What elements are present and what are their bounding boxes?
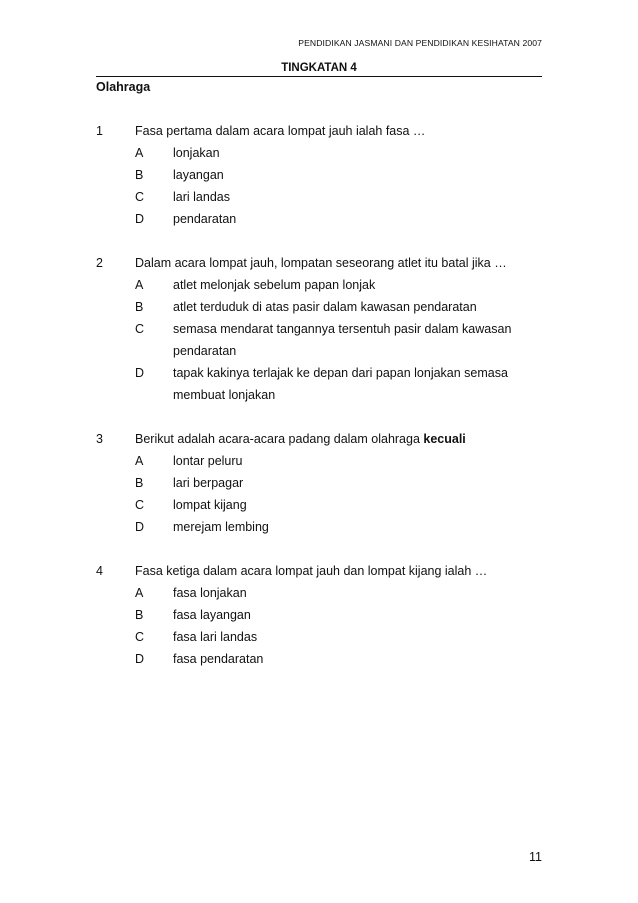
option-text: lompat kijang [173, 498, 247, 512]
option-letter: B [135, 300, 144, 314]
option-text: layangan [173, 168, 224, 182]
option-d [96, 208, 542, 230]
option-letter: D [135, 652, 145, 666]
option-letter: A [135, 586, 144, 600]
question-list [96, 120, 542, 692]
option-letter: A [135, 454, 144, 468]
option-letter: A [135, 146, 144, 160]
question-number: 3 [96, 432, 103, 446]
option-letter: B [135, 476, 144, 490]
option-b [96, 164, 542, 186]
option-letter: B [135, 608, 144, 622]
option-text: tapak kakinya terlajak ke depan dari papan lonjakan semasa membuat lonjakan [173, 366, 508, 402]
option-a [96, 274, 542, 296]
question-text: Fasa ketiga dalam acara lompat jauh dan lompat kijang ialah … [135, 564, 488, 578]
page-number: 11 [529, 850, 542, 864]
question-text-main: Berikut adalah acara-acara padang dalam olahraga [135, 432, 424, 446]
question-1 [96, 120, 542, 230]
option-text: fasa pendaratan [173, 652, 264, 666]
option-text: lari berpagar [173, 476, 244, 490]
option-letter: B [135, 168, 144, 182]
option-b [96, 296, 542, 318]
option-a [96, 450, 542, 472]
question-text-emphasis: kecuali [423, 432, 466, 446]
question-text: Dalam acara lompat jauh, lompatan seseorang atlet itu batal jika … [135, 256, 507, 270]
option-text: pendaratan [173, 212, 237, 226]
option-text: lonjakan [173, 146, 220, 160]
option-text: semasa mendarat tangannya tersentuh pasir dalam kawasan pendaratan [173, 322, 512, 358]
question-number: 1 [96, 124, 103, 138]
option-c [96, 186, 542, 208]
option-text: lontar peluru [173, 454, 243, 468]
option-text: atlet terduduk di atas pasir dalam kawasan pendaratan [173, 300, 477, 314]
option-text: fasa layangan [173, 608, 251, 622]
section-title: Olahraga [96, 80, 151, 94]
option-text: merejam lembing [173, 520, 269, 534]
option-d [96, 362, 542, 406]
question-text [135, 428, 466, 450]
question-number: 2 [96, 256, 103, 270]
question-number: 4 [96, 564, 103, 578]
option-b [96, 604, 542, 626]
question-2 [96, 252, 542, 406]
option-letter: D [135, 520, 145, 534]
option-letter: D [135, 212, 145, 226]
option-letter: C [135, 190, 145, 204]
option-letter: C [135, 630, 145, 644]
question-4 [96, 560, 542, 670]
option-c [96, 626, 542, 648]
option-letter: A [135, 278, 144, 292]
option-c [96, 318, 542, 362]
option-letter: C [135, 322, 145, 336]
option-letter: C [135, 498, 145, 512]
option-a [96, 142, 542, 164]
document-header-subject: PENDIDIKAN JASMANI DAN PENDIDIKAN KESIHATAN 2007 [298, 38, 542, 48]
option-d [96, 516, 542, 538]
document-header-form: TINGKATAN 4 [281, 62, 357, 74]
option-c [96, 494, 542, 516]
header-divider [96, 76, 542, 77]
option-text: fasa lari landas [173, 630, 258, 644]
option-letter: D [135, 366, 145, 380]
question-text: Fasa pertama dalam acara lompat jauh ialah fasa … [135, 124, 426, 138]
option-b [96, 472, 542, 494]
option-text: fasa lonjakan [173, 586, 247, 600]
option-d [96, 648, 542, 670]
question-3 [96, 428, 542, 538]
option-text: atlet melonjak sebelum papan lonjak [173, 278, 376, 292]
option-a [96, 582, 542, 604]
option-text: lari landas [173, 190, 230, 204]
